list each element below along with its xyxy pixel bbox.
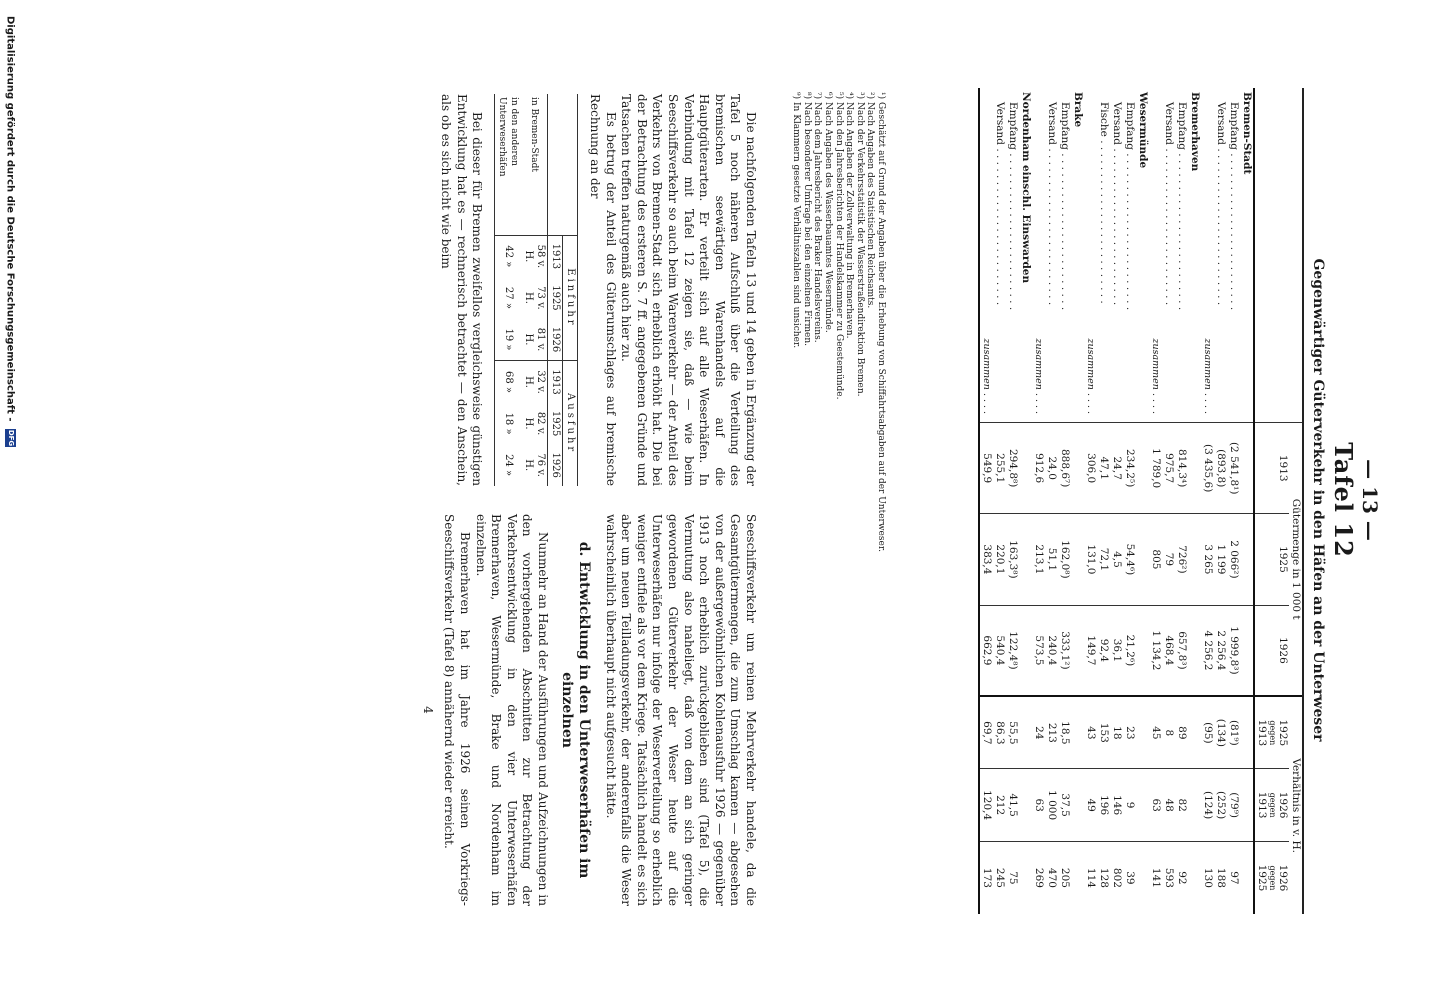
row-label: Empfang . . . . . . . . . . . . . . . . . . . . . . . . [1007, 102, 1019, 311]
sum-ratio: 45 [1149, 696, 1162, 769]
ratio-cell: 205 [1058, 841, 1071, 914]
header-empty [1254, 88, 1289, 423]
value-cell: 36,1 [1110, 605, 1123, 696]
value-cell: 47,1 [1097, 423, 1110, 514]
empty-cell [1071, 696, 1084, 769]
ratio-cell: 41,5 [1006, 769, 1019, 842]
value-cell: 122,4⁸) [1006, 605, 1019, 696]
sum-ratio: 43 [1084, 696, 1097, 769]
share-value: 42 » [503, 245, 515, 268]
ratio-cell: 18 [1110, 696, 1123, 769]
share-year: 1926 [548, 319, 563, 361]
row-label: Versand . . . . . . . . . . . . . . . . . . . . . . . . [994, 102, 1006, 306]
ratio-cell: 75 [1006, 841, 1019, 914]
footnote: ⁶) Nach Angaben des Wasserbauamtes Wesermünde. [823, 92, 834, 333]
group-row [1188, 88, 1201, 914]
header-ratio: Verhältnis in v. H. [1289, 696, 1302, 914]
header-ratio-col [1254, 769, 1289, 842]
value-cell: 2 256,4 [1214, 605, 1227, 696]
value-cell: 975,7 [1162, 423, 1175, 514]
empty-cell [1019, 696, 1032, 769]
sum-value: 573,5 [1032, 605, 1045, 696]
empty-cell [1136, 769, 1149, 842]
ratio-bottom: 1925 [1256, 864, 1268, 892]
sum-label: zusammen . . . . [1033, 338, 1044, 415]
share-value: 58 v. H. [523, 244, 547, 269]
empty-cell [1240, 605, 1254, 696]
empty-cell [1240, 423, 1254, 514]
row-label: Empfang . . . . . . . . . . . . . . . . . . . . . . . . [1059, 102, 1071, 311]
empty-cell [1188, 423, 1201, 514]
share-year: 1925 [550, 410, 562, 437]
ratio-cell: (79⁹) [1227, 769, 1240, 842]
page-subtitle: Gegenwärtiger Güterverkehr in den Häfen an der Unterweser [1310, 258, 1326, 742]
header-empty [1289, 88, 1302, 423]
sum-label: zusammen . . . . [981, 338, 992, 415]
ratio-top: 1925 [1277, 719, 1289, 747]
empty-cell [1019, 423, 1032, 514]
text-column-right [419, 514, 758, 906]
row-label: Versand . . . . . . . . . . . . . . . . . . . . . . . . [1111, 102, 1123, 306]
table-row [1123, 88, 1136, 914]
ratio-cell: 188 [1214, 841, 1227, 914]
empty-cell [1188, 696, 1201, 769]
sheet-mark: 4 [420, 706, 435, 714]
sum-value: 1 134,2 [1149, 605, 1162, 696]
sum-value: 213,1 [1032, 514, 1045, 605]
header-year: 1913 [1254, 423, 1289, 514]
sum-value: 1 789,0 [1149, 423, 1162, 514]
ratio-cell: 48 [1162, 769, 1175, 842]
share-value: 81 v. H. [521, 319, 548, 361]
paragraph: Nunmehr an Hand der Ausführungen und Aufzeichnungen in den vorhergehenden Abschnitten zur Betrachtung der Verkehrsentwicklung in den vier Unterweserhäfen Bremerhaven, Wesermünde, Brake und Nordenham im einzelnen. [473, 514, 551, 906]
table-row [1045, 88, 1058, 914]
share-value: 18 » [503, 412, 515, 435]
share-table-corner [548, 94, 578, 235]
ratio-cell: 89 [1175, 696, 1188, 769]
footnote: ¹) Geschätzt auf Grund der Angaben über die Erhebung von Schiffahrtsabgaben auf der Unterweser. [876, 92, 886, 552]
footnote: ⁴) Nach Angaben der Zollverwaltung in Bremerhaven. [844, 92, 855, 339]
sum-value: 3 265 [1201, 514, 1214, 605]
table-bottom-rule [976, 88, 979, 914]
ratio-cell: 212 [993, 769, 1006, 842]
row-label: Versand . . . . . . . . . . . . . . . . . . . . . . . . [1046, 102, 1058, 306]
footnote: ⁹) In Klammern gesetzte Verhältniszahlen sind unsicher. [791, 92, 802, 349]
ratio-cell: 82 [1175, 769, 1188, 842]
sum-ratio: 114 [1084, 841, 1097, 914]
sum-row [979, 88, 993, 914]
share-year: 1925 [550, 285, 562, 311]
row-label: Empfang . . . . . . . . . . . . . . . . . . . . . . . . [1124, 102, 1136, 311]
value-cell: (2 541,8¹) [1227, 423, 1240, 514]
paragraph: Bei dieser für Bremen zweifellos vergleichsweise günstigen Entwicklung hat es — rechnerisch betrachtet — den Anschein, als ob es sich nicht wie beim [439, 94, 485, 486]
bottom-rule-cell [976, 88, 979, 914]
value-cell: 72,1 [1097, 514, 1110, 605]
header-einfuhr: Einfuhr [563, 235, 578, 361]
empty-cell [1188, 841, 1201, 914]
empty-cell [1188, 769, 1201, 842]
table-row [1058, 88, 1071, 914]
share-value: 19 » [495, 319, 522, 361]
ratio-cell: 86,3 [993, 696, 1006, 769]
freight-table [976, 88, 1302, 914]
ratio-cell: (81⁹) [1227, 696, 1240, 769]
empty-cell [1188, 605, 1201, 696]
ratio-cell: 55,5 [1006, 696, 1019, 769]
value-cell: 255,1 [993, 423, 1006, 514]
share-value: 27 » [503, 286, 515, 309]
empty-cell [1136, 514, 1149, 605]
value-cell: 888,6⁷) [1058, 423, 1071, 514]
value-cell: 726²) [1175, 514, 1188, 605]
sum-value: 306,0 [1084, 423, 1097, 514]
sum-ratio: 63 [1149, 769, 1162, 842]
empty-cell [1136, 841, 1149, 914]
table-row [1006, 88, 1019, 914]
empty-cell [1071, 769, 1084, 842]
sum-ratio: 130 [1201, 841, 1214, 914]
table-row [1097, 88, 1110, 914]
sum-label: zusammen . . . . [1085, 338, 1096, 415]
ratio-gegen: gegen [1268, 720, 1277, 746]
ratio-cell: 245 [993, 841, 1006, 914]
row-label: Versand . . . . . . . . . . . . . . . . . . . . . . . . [1215, 102, 1227, 306]
table-row [1227, 88, 1240, 914]
ratio-gegen: gegen [1268, 865, 1277, 891]
value-cell: 54,4⁶) [1123, 514, 1136, 605]
value-cell: 4,5 [1110, 514, 1123, 605]
ratio-cell: 23 [1123, 696, 1136, 769]
table-row [1162, 88, 1175, 914]
group-row [1019, 88, 1032, 914]
share-row-label: in Bremen-Stadt [521, 94, 548, 235]
ratio-cell: 146 [1110, 769, 1123, 842]
empty-cell [1071, 423, 1084, 514]
value-cell: 333,1²) [1058, 605, 1071, 696]
empty-cell [1019, 514, 1032, 605]
footnote: ⁸) Nach besonderer Umfrage bei den einzelnen Firmen. [801, 92, 812, 347]
empty-cell [1019, 769, 1032, 842]
sum-ratio: 24 [1032, 696, 1045, 769]
ratio-cell: (134) [1214, 696, 1227, 769]
footnotes [791, 92, 886, 612]
ratio-cell: 196 [1097, 769, 1110, 842]
footnote: ³) Nach der Verkehrsstatistik der Wasserstraßendirektion Bremen. [854, 92, 865, 397]
sum-ratio: 141 [1149, 841, 1162, 914]
row-label: Versand . . . . . . . . . . . . . . . . . . . . . . . . [1163, 102, 1175, 306]
share-value: 68 » [503, 371, 515, 394]
header-ratio-col [1254, 841, 1289, 914]
group-name: Nordenham einschl. Einswarden [1020, 92, 1032, 284]
sum-value: 662,9 [979, 605, 993, 696]
empty-cell [1071, 841, 1084, 914]
table-row [1175, 88, 1188, 914]
value-cell: 294,8⁸) [1006, 423, 1019, 514]
sum-ratio: 69,7 [979, 696, 993, 769]
ratio-top: 1926 [1277, 791, 1289, 819]
share-table-row [495, 94, 522, 486]
ratio-cell: 37,5 [1058, 769, 1071, 842]
ratio-top: 1926 [1277, 864, 1289, 892]
header-year: 1926 [1254, 605, 1289, 696]
ratio-gegen: gegen [1268, 792, 1277, 818]
text-column-left [438, 94, 758, 486]
paragraph: Seeschiffsverkehr um reinen Mehrverkehr handele, da die Gesamtgütermengen, die zum Umschlag kamen — abgesehen von der außergewöhnlichen Kohlenausfuhr 1926 — gegenüber 1913 noch erheblich zurückgeblieben sind (Tafel 5), die Vermutung also naheliegt, daß von dem an sich geringer gewordenen Güterverkehr der Weser heute auf die Unterweserhäfen nur infolge der Weserverteilung so erheblich weniger entfiele als vor dem Kriege. Tatsächlich handelt es sich aber um neuen Teilladungsverkehr, der anderenfalls die Weser wahrscheinlich überhaupt nicht aufgesucht hätte. [603, 514, 758, 906]
page-number: — 13 — [1358, 459, 1382, 541]
sum-value: (3 435,6) [1201, 423, 1214, 514]
sum-row [1032, 88, 1045, 914]
value-cell: 234,2⁵) [1123, 423, 1136, 514]
sum-ratio: 120,4 [979, 769, 993, 842]
value-cell: 92,4 [1097, 605, 1110, 696]
empty-cell [1188, 514, 1201, 605]
empty-cell [1019, 605, 1032, 696]
ratio-cell: 39 [1123, 841, 1136, 914]
group-row [1136, 88, 1149, 914]
value-cell: 24,0 [1045, 423, 1058, 514]
paragraph: Die nachfolgenden Tafeln 13 und 14 geben in Ergänzung der Tafel 5 noch näheren Aufschluß über die Verteilung des bremischen seewärtigen Warenhandels auf die Hauptgüterarten. Er verteilt sich auf alle Weserhäfen. In Verbindung mit Tafel 12 zeigen sie, daß — wie beim Seeschiffsverkehr so auch beim Warenverkehr — der Anteil des Verkehrs von Bremen-Stadt sich erheblich erhöht hat. Die bei der Betrachtung des ersteren S. 7 ff. angegebenen Gründe und Tatsachen treffen naturgemäß auch hier zu. [619, 94, 758, 486]
empty-cell [1240, 514, 1254, 605]
ratio-cell: 9 [1123, 769, 1136, 842]
sum-value: 912,6 [1032, 423, 1045, 514]
footnote: ²) Nach Angaben des Statistischen Reichsamts. [865, 92, 876, 309]
sum-row [1084, 88, 1097, 914]
paragraph: Bremerhaven hat im Jahre 1926 seinen Vorkriegs-Seeschiffsverkehr (Tafel 8) annähernd wieder erreicht. [442, 514, 473, 906]
ratio-cell: 97 [1227, 841, 1240, 914]
header-ausfuhr: Ausfuhr [563, 361, 578, 486]
value-cell: 1 199 [1214, 514, 1227, 605]
sum-ratio: (124) [1201, 769, 1214, 842]
header-quantity: Gütermenge in 1 000 t [1289, 423, 1302, 697]
sum-row [1149, 88, 1162, 914]
ratio-bottom: 1913 [1256, 719, 1268, 747]
row-label: Fische . . . . . . . . . . . . . . . . . . . . . . . . . [1098, 102, 1110, 304]
page-title: Tafel 12 [1329, 442, 1358, 558]
row-label: Empfang . . . . . . . . . . . . . . . . . . . . . . . . [1228, 102, 1240, 311]
empty-cell [1240, 696, 1254, 769]
value-cell: 2 066²) [1227, 514, 1240, 605]
sum-row [1201, 88, 1214, 914]
ratio-cell: 593 [1162, 841, 1175, 914]
footer-credit [5, 16, 17, 996]
top-rule [1302, 88, 1304, 914]
paragraph: Es betrug der Anteil des Güterumschlages auf bremische Rechnung an der [588, 94, 618, 486]
share-year: 1913 [550, 243, 562, 270]
sum-value: 131,0 [1084, 514, 1097, 605]
group-row [1240, 88, 1254, 914]
ratio-cell: 1 000 [1045, 769, 1058, 842]
value-cell: 220,1 [993, 514, 1006, 605]
table-row [993, 88, 1006, 914]
sum-value: 549,9 [979, 423, 993, 514]
ratio-cell: (252) [1214, 769, 1227, 842]
empty-cell [1136, 696, 1149, 769]
share-value: 73 v. H. [523, 286, 547, 310]
group-name: Brake [1072, 92, 1084, 128]
ratio-bottom: 1913 [1256, 791, 1268, 819]
share-value: 24 » [503, 454, 515, 477]
header-year: 1925 [1254, 514, 1289, 605]
ratio-cell: 470 [1045, 841, 1058, 914]
sum-ratio: 49 [1084, 769, 1097, 842]
footnote: ⁵) Nach den Jahresberichten der Handelskammer zu Geestemünde. [833, 92, 844, 400]
group-name: Bremerhaven [1189, 92, 1201, 172]
empty-cell [1136, 605, 1149, 696]
footer-text: Digitalisierung gefördert durch die Deutsche Forschungsgemeinschaft - [4, 16, 16, 422]
value-cell: 162,0⁸) [1058, 514, 1071, 605]
value-cell: 21,2⁶) [1123, 605, 1136, 696]
row-label: Empfang . . . . . . . . . . . . . . . . . . . . . . . . [1176, 102, 1188, 311]
value-cell: 240,4 [1045, 605, 1058, 696]
empty-cell [1071, 605, 1084, 696]
footnote: ⁷) Nach dem Jahresbericht des Braker Handelsvereins. [812, 92, 823, 343]
ratio-cell: 18,5 [1058, 696, 1071, 769]
share-year: 1926 [550, 452, 562, 478]
section-heading: d. Entwicklung in den Unterweserhäfen im einzelnen [559, 541, 593, 879]
ratio-cell: 802 [1110, 841, 1123, 914]
value-cell: 657,8³) [1175, 605, 1188, 696]
sum-ratio: (95) [1201, 696, 1214, 769]
share-value: 76 v. H. [523, 453, 547, 477]
value-cell: (893,8) [1214, 423, 1227, 514]
ratio-cell: 92 [1175, 841, 1188, 914]
dfg-logo: DFG [7, 429, 15, 447]
share-value: 82 v. H. [523, 411, 547, 436]
ratio-cell: 153 [1097, 696, 1110, 769]
group-name: Wesermünde [1137, 92, 1149, 169]
sum-ratio: 269 [1032, 841, 1045, 914]
ratio-cell: 128 [1097, 841, 1110, 914]
value-cell: 24,7 [1110, 423, 1123, 514]
sum-value: 805 [1149, 514, 1162, 605]
header-ratio-col [1254, 696, 1289, 769]
share-year: 1913 [550, 369, 562, 395]
empty-cell [1240, 841, 1254, 914]
table-row [1214, 88, 1227, 914]
value-cell: 468,4 [1162, 605, 1175, 696]
value-cell: 51,1 [1045, 514, 1058, 605]
value-cell: 163,3⁸) [1006, 514, 1019, 605]
sum-value: 149,7 [1084, 605, 1097, 696]
table-row [1110, 88, 1123, 914]
sum-value: 383,4 [979, 514, 993, 605]
sum-value: 4 256,2 [1201, 605, 1214, 696]
value-cell: 79 [1162, 514, 1175, 605]
value-cell: 814,3⁴) [1175, 423, 1188, 514]
sum-label: zusammen . . . . [1202, 338, 1213, 415]
sum-ratio: 173 [979, 841, 993, 914]
empty-cell [1136, 423, 1149, 514]
ratio-cell: 213 [1045, 696, 1058, 769]
ratio-cell: 8 [1162, 696, 1175, 769]
group-name: Bremen-Stadt [1241, 92, 1253, 175]
share-row-label: in den anderen Unterweserhäfen [495, 94, 522, 235]
sum-ratio: 63 [1032, 769, 1045, 842]
share-table-row [521, 94, 548, 486]
share-table [494, 94, 578, 486]
empty-cell [1071, 514, 1084, 605]
group-row [1071, 88, 1084, 914]
value-cell: 1 999,8³) [1227, 605, 1240, 696]
empty-cell [1019, 841, 1032, 914]
share-value: 32 v. H. [523, 370, 547, 394]
sum-label: zusammen . . . . [1150, 338, 1161, 415]
value-cell: 540,4 [993, 605, 1006, 696]
header-years-row [1254, 88, 1289, 914]
empty-cell [1240, 769, 1254, 842]
